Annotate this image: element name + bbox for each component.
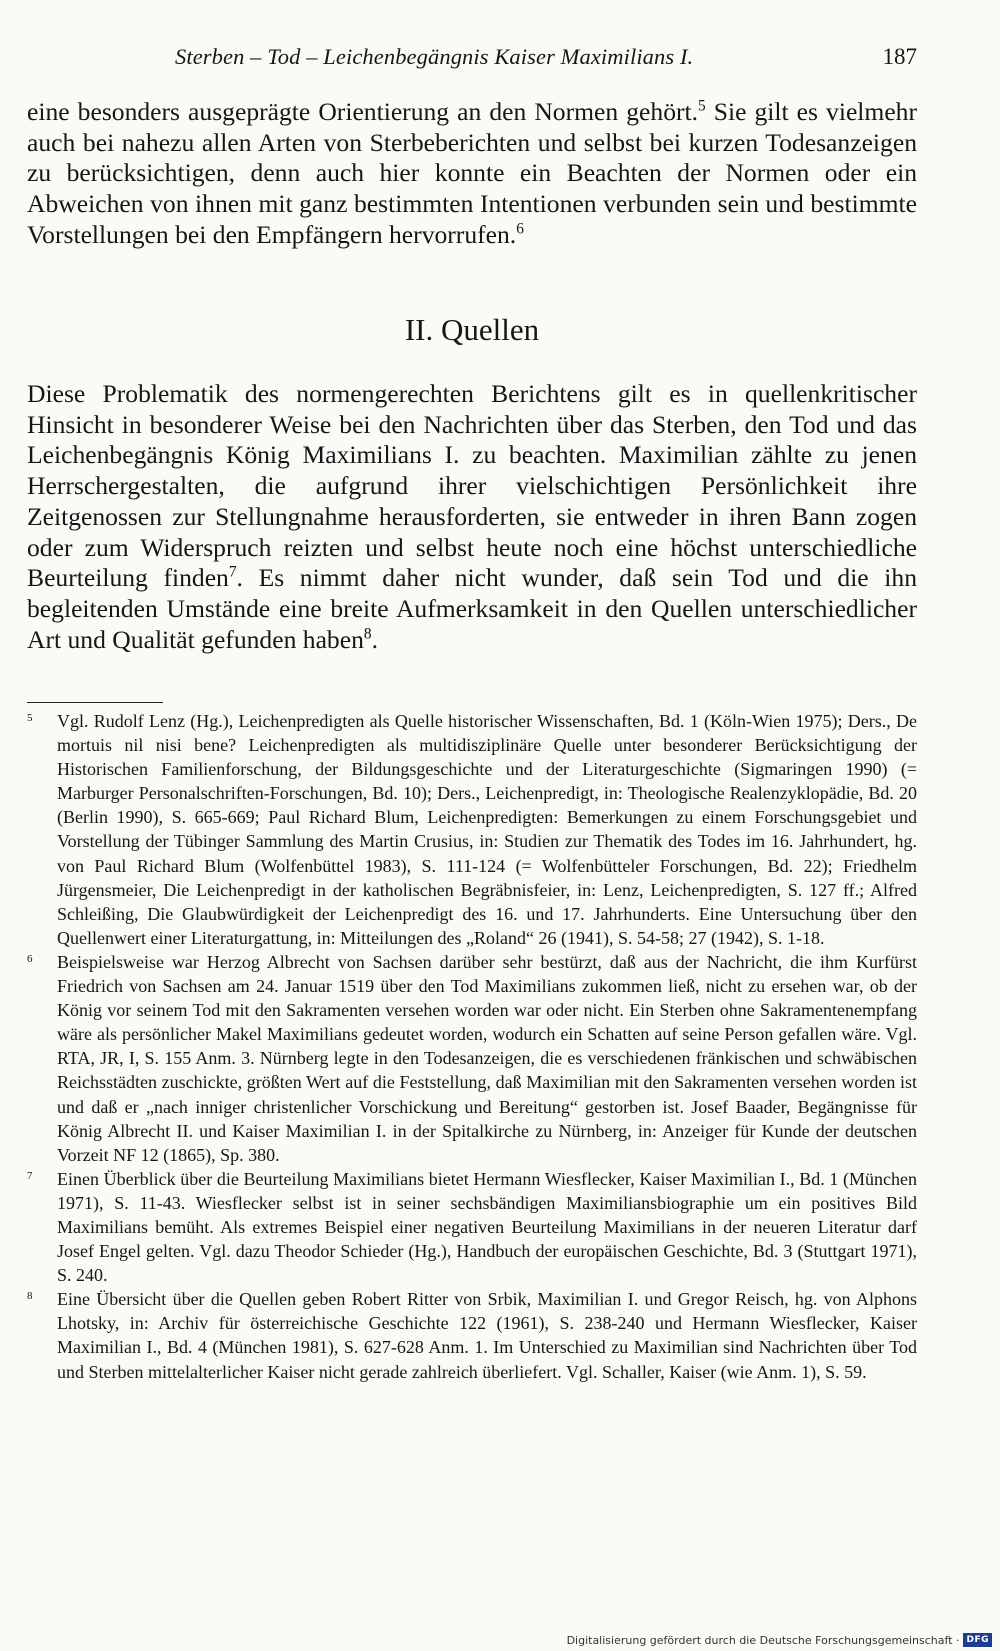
footnote-number: 7 (27, 1169, 33, 1182)
footnote-8 (27, 1287, 917, 1383)
footnote-number: 5 (27, 712, 33, 724)
footnote-5 (27, 709, 917, 950)
footnote-6 (27, 950, 917, 1167)
footnote-text: Eine Übersicht über die Quellen geben Robert Ritter von Srbik, Maximilian I. und Gregor Reisch, hg. von Alphons Lhotsky, in: Archiv für österreichische Geschichte 122 (1961), S. 238-240 und Hermann Wiesflecker, Kaiser Maximilian I., Bd. 4 (München 1981), S. 627-628 Anm. 1. Im Unterschied zu Maximilian sind Nachrichten über Tod und Sterben mittelalterlicher Kaiser nicht gerade zahlreich überliefert. Vgl. Schaller, Kaiser (wie Anm. 1), S. 59. (57, 1289, 917, 1382)
footnote-separator (27, 702, 163, 703)
footnote-ref-5: 5 (698, 97, 706, 115)
paragraph-2-text-a: Diese Problematik des normengerechten Berichtens gilt es in quellenkritischer Hinsicht in besonderer Weise bei den Nachrichten über das Sterben, den Tod und das Leichenbegängnis König Maximilians I. zu beachten. Maximilian zählte zu jenen Herrschergestalten, die aufgrund ihrer vielschichtigen Persönlichkeit ihre Zeitgenossen zur Stellungnahme herausforderten, sie entweder in ihren Bann zogen oder zum Widerspruch reizten und selbst heute noch eine höchst unterschiedliche Beurteilung finden (27, 379, 917, 593)
digitization-credit (567, 1632, 992, 1648)
page-number: 187 (882, 44, 917, 69)
paragraph-1 (27, 97, 917, 251)
paragraph-2-text-c: . (371, 624, 378, 654)
footnote-ref-8: 8 (363, 625, 372, 643)
footnote-text: Beispielsweise war Herzog Albrecht von Sachsen darüber sehr bestürzt, daß aus der Nachricht, die ihm Kurfürst Friedrich von Sachsen am 24. Januar 1519 über den Tod Maximilians zukommen ließ, nicht zu ersehen war, ob der König vor seinem Tod mit den Sakramenten versehen worden war oder nicht. Ein Sterben ohne Sakramentenempfang wäre als persönlicher Makel Maximilians gedeutet worden, wodurch ein Schatten auf seine Person gefallen wäre. Vgl. RTA, JR, I, S. 155 Anm. 3. Nürnberg legte in den Todesanzeigen, die es verschiedenen fränkischen und schwäbischen Reichsstädten zuschickte, größten Wert auf die Feststellung, daß Maximilian mit den Sakramenten versehen worden ist und daß er „nach inniger christenlicher Vorschickung und Bereitung“ gestorben ist. Josef Baader, Begängnisse für König Albrecht II. und Kaiser Maximilian I. in der Spitalkirche zu Nürnberg, in: Anzeiger für Kunde der deutschen Vorzeit NF 12 (1865), Sp. 380. (57, 951, 917, 1165)
footnote-number: 6 (27, 952, 33, 965)
paragraph-2-text-b: . Es nimmt daher nicht wunder, daß sein Tod und die ihn begleitenden Umstände eine breite Aufmerksamkeit in den Quellen unterschiedlicher Art und Qualität gefunden haben (27, 563, 917, 654)
running-title: Sterben – Tod – Leichenbegängnis Kaiser Maximilians I. (175, 44, 694, 69)
footnotes (27, 709, 917, 1384)
paragraph-1-text-a: eine besonders ausgeprägte Orientierung an den Normen gehört. (27, 97, 699, 126)
paragraph-1-text-b: Sie gilt es vielmehr auch bei nahezu allen Arten von Sterbeberichten und selbst bei kurzen Todesanzeigen zu berücksichtigen, denn auch hier konnte ein Beachten der Normen oder ein Abweichen von ihnen mit ganz bestimmten Intentionen verbunden sein und bestimmte Vorstellungen bei den Empfängern hervorrufen. (27, 97, 918, 249)
footnote-text: Vgl. Rudolf Lenz (Hg.), Leichenpredigten als Quelle historischer Wissenschaften, Bd. 1 (Köln-Wien 1975); Ders., De mortuis nil nisi bene? Leichenpredigten als multidisziplinäre Quelle unter besonderer Berücksichtigung der Historischen Familienforschung, der Bildungsgeschichte und der Literaturgeschichte (Sigmaringen 1990) (= Marburger Personalschriften-Forschungen, Bd. 10); Ders., Leichenpredigt, in: Theologische Realenzyklopädie, Bd. 20 (Berlin 1990), S. 665-669; Paul Richard Blum, Leichenpredigten: Bemerkungen zu einem Forschungsgebiet und Vorstellung der Tübinger Sammlung des Martin Crusius, in: Studien zur Thematik des Todes im 16. Jahrhundert, hg. von Paul Richard Blum (Wolfenbüttel 1983), S. 111-124 (= Wolfenbütteler Forschungen, Bd. 22); Friedhelm Jürgensmeier, Die Leichenpredigt in der katholischen Begräbnisfeier, in: Lenz, Leichenpredigten, S. 127 ff.; Alfred Schleißing, Die Glaubwürdigkeit der Leichenpredigt des 16. und 17. Jahrhunderts. Eine Untersuchung über den Quellenwert einer Literaturgattung, in: Mitteilungen des „Roland“ 26 (1941), S. 54-58; 27 (1942), S. 1-18. (57, 711, 917, 948)
dfg-logo-icon: DFG (963, 1633, 992, 1647)
credit-text: Digitalisierung gefördert durch die Deutsche Forschungsgemeinschaft · (566, 1633, 960, 1647)
footnote-number: 8 (27, 1290, 33, 1303)
paragraph-2 (27, 379, 917, 655)
footnote-7 (27, 1167, 917, 1287)
section-heading: II. Quellen (404, 312, 540, 347)
footnote-text: Einen Überblick über die Beurteilung Maximilians bietet Hermann Wiesflecker, Kaiser Maximilian I., Bd. 1 (München 1971), S. 11-43. Wiesflecker selbst ist in seiner sechsbändigen Maximiliansbiographie um ein positives Bild Maximilians bemüht. Als extremes Beispiel einer negativen Beurteilung Maximilians in der neueren Literatur darf Josef Engel gelten. Vgl. dazu Theodor Schieder (Hg.), Handbuch der europäischen Geschichte, Bd. 3 (Stuttgart 1971), S. 240. (57, 1168, 917, 1286)
book-page (27, 0, 917, 1651)
running-head (27, 44, 917, 78)
footnote-ref-6: 6 (516, 220, 524, 238)
footnote-ref-7: 7 (228, 563, 237, 581)
